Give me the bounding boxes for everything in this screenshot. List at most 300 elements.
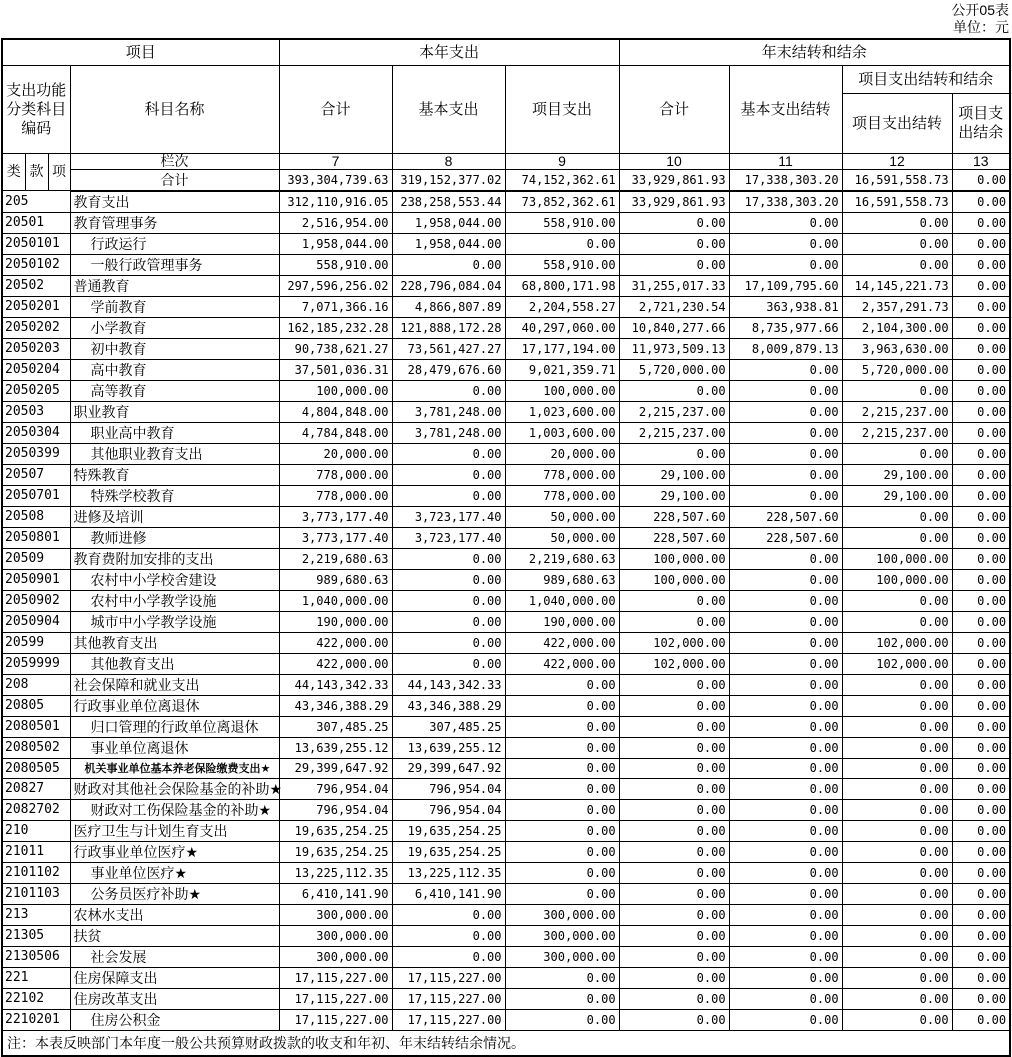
row-subject-name: 高中教育 [70, 359, 279, 380]
table-row [2, 778, 1010, 799]
cell-value-col7: 796,954.04 [279, 778, 392, 799]
cell-value-col10: 100,000.00 [619, 548, 729, 569]
header-code-lei: 类 [2, 153, 25, 191]
row-subject-name: 财政对其他社会保险基金的补助★ [70, 778, 279, 799]
row-code: 208 [2, 674, 70, 695]
row-code: 2210201 [2, 1009, 70, 1030]
cell-value-col9: 0.00 [505, 799, 619, 820]
cell-value-col9: 0.00 [505, 674, 619, 695]
cell-value-col12: 0.00 [842, 611, 952, 632]
cell-value-col10: 31,255,017.33 [619, 275, 729, 296]
cell-value-col8: 3,781,248.00 [392, 422, 505, 443]
table-row [2, 275, 1010, 296]
cell-value-col13: 0.00 [952, 380, 1010, 401]
row-subject-name: 高等教育 [70, 380, 279, 401]
cell-value-col7: 90,738,621.27 [279, 338, 392, 359]
cell-value-col12: 5,720,000.00 [842, 359, 952, 380]
row-code: 20503 [2, 401, 70, 422]
table-row [2, 674, 1010, 695]
row-code: 2050901 [2, 569, 70, 590]
cell-value-col7: 2,516,954.00 [279, 212, 392, 233]
row-subject-name: 一般行政管理事务 [70, 254, 279, 275]
cell-value-col10: 0.00 [619, 443, 729, 464]
row-subject-name: 特殊教育 [70, 464, 279, 485]
grand-total-col12: 16,591,558.73 [842, 169, 952, 191]
cell-value-col10: 0.00 [619, 716, 729, 737]
cell-value-col10: 0.00 [619, 1009, 729, 1030]
cell-value-col13: 0.00 [952, 632, 1010, 653]
cell-value-col10: 102,000.00 [619, 653, 729, 674]
cell-value-col8: 121,888,172.28 [392, 317, 505, 338]
cell-value-col9: 17,177,194.00 [505, 338, 619, 359]
cell-value-col7: 17,115,227.00 [279, 967, 392, 988]
table-row [2, 422, 1010, 443]
row-code: 2050204 [2, 359, 70, 380]
header-total-current: 合计 [279, 65, 392, 153]
row-code: 2130506 [2, 946, 70, 967]
cell-value-col11: 0.00 [729, 611, 842, 632]
row-code: 2080505 [2, 758, 70, 778]
row-subject-name: 职业教育 [70, 401, 279, 422]
col-number-13: 13 [952, 153, 1010, 169]
cell-value-col11: 0.00 [729, 695, 842, 716]
table-row [2, 485, 1010, 506]
cell-value-col7: 7,071,366.16 [279, 296, 392, 317]
grand-total-row [2, 169, 1010, 191]
row-code: 20502 [2, 275, 70, 296]
row-subject-name: 住房保障支出 [70, 967, 279, 988]
cell-value-col7: 796,954.04 [279, 799, 392, 820]
cell-value-col10: 228,507.60 [619, 506, 729, 527]
cell-value-col12: 0.00 [842, 506, 952, 527]
cell-value-col10: 0.00 [619, 904, 729, 925]
cell-value-col11: 0.00 [729, 988, 842, 1009]
cell-value-col13: 0.00 [952, 233, 1010, 254]
cell-value-col11: 0.00 [729, 359, 842, 380]
row-subject-name: 学前教育 [70, 296, 279, 317]
table-row [2, 925, 1010, 946]
cell-value-col13: 0.00 [952, 464, 1010, 485]
table-row [2, 569, 1010, 590]
cell-value-col9: 0.00 [505, 695, 619, 716]
cell-value-col13: 0.00 [952, 422, 1010, 443]
cell-value-col12: 100,000.00 [842, 548, 952, 569]
cell-value-col13: 0.00 [952, 925, 1010, 946]
table-row [2, 967, 1010, 988]
cell-value-col9: 1,023,600.00 [505, 401, 619, 422]
row-code: 2050101 [2, 233, 70, 254]
cell-value-col9: 300,000.00 [505, 946, 619, 967]
col-number-10: 10 [619, 153, 729, 169]
header-code-xiang: 项 [48, 153, 70, 191]
cell-value-col12: 0.00 [842, 1009, 952, 1030]
table-meta [0, 0, 1012, 38]
cell-value-col9: 1,040,000.00 [505, 590, 619, 611]
row-subject-name: 城市中小学教学设施 [70, 611, 279, 632]
cell-value-col10: 0.00 [619, 988, 729, 1009]
table-row [2, 611, 1010, 632]
cell-value-col12: 0.00 [842, 904, 952, 925]
cell-value-col11: 228,507.60 [729, 527, 842, 548]
cell-value-col10: 0.00 [619, 862, 729, 883]
table-row [2, 1009, 1010, 1030]
cell-value-col8: 0.00 [392, 653, 505, 674]
header-code-kuan: 款 [25, 153, 48, 191]
cell-value-col9: 778,000.00 [505, 485, 619, 506]
cell-value-col9: 0.00 [505, 758, 619, 778]
table-row [2, 737, 1010, 758]
cell-value-col8: 17,115,227.00 [392, 967, 505, 988]
cell-value-col11: 0.00 [729, 946, 842, 967]
cell-value-col13: 0.00 [952, 841, 1010, 862]
cell-value-col10: 33,929,861.93 [619, 191, 729, 213]
cell-value-col13: 0.00 [952, 548, 1010, 569]
cell-value-col8: 29,399,647.92 [392, 758, 505, 778]
col-number-12: 12 [842, 153, 952, 169]
cell-value-col8: 0.00 [392, 925, 505, 946]
cell-value-col10: 0.00 [619, 946, 729, 967]
cell-value-col11: 0.00 [729, 380, 842, 401]
cell-value-col13: 0.00 [952, 988, 1010, 1009]
cell-value-col8: 43,346,388.29 [392, 695, 505, 716]
table-row [2, 841, 1010, 862]
cell-value-col11: 0.00 [729, 904, 842, 925]
cell-value-col11: 0.00 [729, 1009, 842, 1030]
cell-value-col13: 0.00 [952, 799, 1010, 820]
cell-value-col7: 19,635,254.25 [279, 841, 392, 862]
cell-value-col12: 0.00 [842, 988, 952, 1009]
table-row [2, 988, 1010, 1009]
cell-value-col8: 19,635,254.25 [392, 820, 505, 841]
cell-value-col13: 0.00 [952, 1009, 1010, 1030]
header-basic-expenditure: 基本支出 [392, 65, 505, 153]
cell-value-col9: 0.00 [505, 883, 619, 904]
cell-value-col8: 0.00 [392, 569, 505, 590]
cell-value-col11: 0.00 [729, 799, 842, 820]
cell-value-col9: 68,800,171.98 [505, 275, 619, 296]
cell-value-col8: 0.00 [392, 611, 505, 632]
row-code: 2050801 [2, 527, 70, 548]
cell-value-col8: 17,115,227.00 [392, 1009, 505, 1030]
cell-value-col9: 778,000.00 [505, 464, 619, 485]
cell-value-col12: 29,100.00 [842, 464, 952, 485]
cell-value-col10: 0.00 [619, 967, 729, 988]
row-code: 2050205 [2, 380, 70, 401]
table-row [2, 233, 1010, 254]
row-code: 2050902 [2, 590, 70, 611]
row-subject-name: 教育管理事务 [70, 212, 279, 233]
header-project-carry-group: 项目支出结转和结余 [842, 65, 1010, 93]
cell-value-col8: 13,225,112.35 [392, 862, 505, 883]
table-row [2, 254, 1010, 275]
cell-value-col9: 0.00 [505, 862, 619, 883]
cell-value-col12: 2,104,300.00 [842, 317, 952, 338]
cell-value-col7: 778,000.00 [279, 485, 392, 506]
table-row [2, 506, 1010, 527]
cell-value-col9: 0.00 [505, 1009, 619, 1030]
row-subject-name: 农村中小学教学设施 [70, 590, 279, 611]
cell-value-col7: 190,000.00 [279, 611, 392, 632]
cell-value-col8: 73,561,427.27 [392, 338, 505, 359]
header-lanci: 栏次 [70, 153, 279, 169]
cell-value-col7: 422,000.00 [279, 632, 392, 653]
cell-value-col11: 0.00 [729, 925, 842, 946]
cell-value-col9: 2,204,558.27 [505, 296, 619, 317]
row-subject-name: 住房公积金 [70, 1009, 279, 1030]
cell-value-col12: 0.00 [842, 799, 952, 820]
row-subject-name: 行政事业单位离退休 [70, 695, 279, 716]
table-row [2, 904, 1010, 925]
cell-value-col9: 989,680.63 [505, 569, 619, 590]
cell-value-col8: 0.00 [392, 464, 505, 485]
cell-value-col11: 0.00 [729, 401, 842, 422]
cell-value-col10: 0.00 [619, 778, 729, 799]
table-row [2, 653, 1010, 674]
cell-value-col7: 4,804,848.00 [279, 401, 392, 422]
cell-value-col10: 0.00 [619, 841, 729, 862]
cell-value-col12: 0.00 [842, 254, 952, 275]
cell-value-col11: 0.00 [729, 233, 842, 254]
cell-value-col11: 17,338,303.20 [729, 191, 842, 213]
cell-value-col13: 0.00 [952, 716, 1010, 737]
row-code: 20507 [2, 464, 70, 485]
cell-value-col10: 0.00 [619, 799, 729, 820]
row-code: 2050102 [2, 254, 70, 275]
cell-value-col9: 0.00 [505, 820, 619, 841]
cell-value-col12: 2,357,291.73 [842, 296, 952, 317]
cell-value-col13: 0.00 [952, 212, 1010, 233]
cell-value-col12: 3,963,630.00 [842, 338, 952, 359]
cell-value-col8: 3,781,248.00 [392, 401, 505, 422]
row-subject-name: 扶贫 [70, 925, 279, 946]
row-subject-name: 公务员医疗补助★ [70, 883, 279, 904]
cell-value-col8: 3,723,177.40 [392, 527, 505, 548]
cell-value-col12: 14,145,221.73 [842, 275, 952, 296]
table-row [2, 380, 1010, 401]
cell-value-col12: 0.00 [842, 380, 952, 401]
cell-value-col12: 0.00 [842, 946, 952, 967]
cell-value-col11: 17,109,795.60 [729, 275, 842, 296]
cell-value-col8: 19,635,254.25 [392, 841, 505, 862]
row-code: 20827 [2, 778, 70, 799]
cell-value-col7: 312,110,916.05 [279, 191, 392, 213]
cell-value-col10: 0.00 [619, 820, 729, 841]
cell-value-col10: 5,720,000.00 [619, 359, 729, 380]
cell-value-col13: 0.00 [952, 506, 1010, 527]
cell-value-col8: 0.00 [392, 904, 505, 925]
cell-value-col9: 40,297,060.00 [505, 317, 619, 338]
header-group-current-year: 本年支出 [279, 39, 619, 65]
cell-value-col8: 0.00 [392, 485, 505, 506]
cell-value-col9: 0.00 [505, 233, 619, 254]
row-code: 2050202 [2, 317, 70, 338]
cell-value-col10: 100,000.00 [619, 569, 729, 590]
table-row [2, 317, 1010, 338]
cell-value-col11: 0.00 [729, 254, 842, 275]
header-column-index-row [2, 153, 1010, 169]
cell-value-col10: 29,100.00 [619, 485, 729, 506]
cell-value-col13: 0.00 [952, 338, 1010, 359]
grand-total-col13: 0.00 [952, 169, 1010, 191]
row-subject-name: 事业单位医疗★ [70, 862, 279, 883]
cell-value-col7: 44,143,342.33 [279, 674, 392, 695]
row-code: 2050399 [2, 443, 70, 464]
cell-value-col7: 20,000.00 [279, 443, 392, 464]
cell-value-col7: 100,000.00 [279, 380, 392, 401]
header-project-carryover: 项目支出结转 [842, 93, 952, 153]
cell-value-col12: 2,215,237.00 [842, 401, 952, 422]
header-basic-carryover: 基本支出结转 [729, 65, 842, 153]
row-code: 2050904 [2, 611, 70, 632]
header-group-year-end: 年末结转和结余 [619, 39, 1010, 65]
row-subject-name: 其他职业教育支出 [70, 443, 279, 464]
row-subject-name: 机关事业单位基本养老保险缴费支出★ [70, 758, 279, 778]
cell-value-col8: 796,954.04 [392, 799, 505, 820]
cell-value-col7: 558,910.00 [279, 254, 392, 275]
row-subject-name: 事业单位离退休 [70, 737, 279, 758]
cell-value-col8: 1,958,044.00 [392, 212, 505, 233]
cell-value-col8: 307,485.25 [392, 716, 505, 737]
cell-value-col9: 0.00 [505, 716, 619, 737]
row-subject-name: 农村中小学校舍建设 [70, 569, 279, 590]
col-number-8: 8 [392, 153, 505, 169]
table-row [2, 758, 1010, 778]
cell-value-col7: 778,000.00 [279, 464, 392, 485]
row-subject-name: 社会保障和就业支出 [70, 674, 279, 695]
cell-value-col13: 0.00 [952, 443, 1010, 464]
row-code: 2050304 [2, 422, 70, 443]
table-row [2, 862, 1010, 883]
cell-value-col10: 0.00 [619, 590, 729, 611]
cell-value-col10: 2,215,237.00 [619, 401, 729, 422]
cell-value-col13: 0.00 [952, 590, 1010, 611]
cell-value-col9: 9,021,359.71 [505, 359, 619, 380]
cell-value-col7: 3,773,177.40 [279, 506, 392, 527]
footnote-text: 注：本表反映部门本年度一般公共预算财政拨款的收支和年初、年末结转结余情况。 [2, 1030, 1010, 1056]
cell-value-col7: 17,115,227.00 [279, 1009, 392, 1030]
cell-value-col13: 0.00 [952, 191, 1010, 213]
cell-value-col13: 0.00 [952, 485, 1010, 506]
table-row [2, 464, 1010, 485]
table-number-label: 公开05表 [951, 2, 1009, 18]
row-subject-name: 教育费附加安排的支出 [70, 548, 279, 569]
cell-value-col7: 307,485.25 [279, 716, 392, 737]
cell-value-col9: 422,000.00 [505, 632, 619, 653]
table-row [2, 883, 1010, 904]
cell-value-col8: 6,410,141.90 [392, 883, 505, 904]
cell-value-col9: 190,000.00 [505, 611, 619, 632]
cell-value-col13: 0.00 [952, 569, 1010, 590]
cell-value-col11: 0.00 [729, 590, 842, 611]
row-subject-name: 财政对工伤保险基金的补助★ [70, 799, 279, 820]
cell-value-col8: 796,954.04 [392, 778, 505, 799]
cell-value-col13: 0.00 [952, 653, 1010, 674]
row-code: 221 [2, 967, 70, 988]
cell-value-col10: 0.00 [619, 611, 729, 632]
cell-value-col13: 0.00 [952, 737, 1010, 758]
table-row [2, 338, 1010, 359]
header-code-label: 支出功能分类科目编码 [2, 65, 70, 153]
cell-value-col7: 162,185,232.28 [279, 317, 392, 338]
table-row [2, 632, 1010, 653]
cell-value-col7: 300,000.00 [279, 925, 392, 946]
cell-value-col12: 102,000.00 [842, 653, 952, 674]
row-code: 20509 [2, 548, 70, 569]
unit-label: 单位：元 [953, 19, 1009, 35]
cell-value-col7: 37,501,036.31 [279, 359, 392, 380]
cell-value-col13: 0.00 [952, 359, 1010, 380]
cell-value-col10: 0.00 [619, 212, 729, 233]
cell-value-col12: 0.00 [842, 443, 952, 464]
cell-value-col8: 44,143,342.33 [392, 674, 505, 695]
cell-value-col12: 0.00 [842, 758, 952, 778]
header-project-expenditure: 项目支出 [505, 65, 619, 153]
cell-value-col10: 0.00 [619, 925, 729, 946]
cell-value-col11: 0.00 [729, 737, 842, 758]
cell-value-col10: 0.00 [619, 758, 729, 778]
cell-value-col13: 0.00 [952, 611, 1010, 632]
cell-value-col9: 0.00 [505, 967, 619, 988]
row-code: 20508 [2, 506, 70, 527]
cell-value-col9: 73,852,362.61 [505, 191, 619, 213]
grand-total-col8: 319,152,377.02 [392, 169, 505, 191]
cell-value-col7: 4,784,848.00 [279, 422, 392, 443]
cell-value-col10: 0.00 [619, 254, 729, 275]
cell-value-col12: 0.00 [842, 841, 952, 862]
cell-value-col11: 0.00 [729, 548, 842, 569]
cell-value-col13: 0.00 [952, 695, 1010, 716]
cell-value-col11: 0.00 [729, 632, 842, 653]
cell-value-col11: 0.00 [729, 569, 842, 590]
cell-value-col11: 0.00 [729, 883, 842, 904]
row-code: 22102 [2, 988, 70, 1009]
row-subject-name: 其他教育支出 [70, 653, 279, 674]
cell-value-col8: 0.00 [392, 632, 505, 653]
row-code: 20599 [2, 632, 70, 653]
table-row [2, 296, 1010, 317]
grand-total-col7: 393,304,739.63 [279, 169, 392, 191]
row-subject-name: 行政运行 [70, 233, 279, 254]
cell-value-col10: 29,100.00 [619, 464, 729, 485]
table-row [2, 212, 1010, 233]
cell-value-col10: 11,973,509.13 [619, 338, 729, 359]
cell-value-col13: 0.00 [952, 527, 1010, 548]
table-row [2, 527, 1010, 548]
row-code: 213 [2, 904, 70, 925]
row-code: 2101103 [2, 883, 70, 904]
row-subject-name: 小学教育 [70, 317, 279, 338]
cell-value-col7: 989,680.63 [279, 569, 392, 590]
row-code: 2082702 [2, 799, 70, 820]
cell-value-col8: 3,723,177.40 [392, 506, 505, 527]
cell-value-col13: 0.00 [952, 317, 1010, 338]
cell-value-col12: 29,100.00 [842, 485, 952, 506]
cell-value-col10: 2,721,230.54 [619, 296, 729, 317]
cell-value-col7: 1,040,000.00 [279, 590, 392, 611]
cell-value-col9: 50,000.00 [505, 506, 619, 527]
cell-value-col12: 0.00 [842, 212, 952, 233]
cell-value-col12: 0.00 [842, 527, 952, 548]
cell-value-col12: 0.00 [842, 967, 952, 988]
table-row [2, 695, 1010, 716]
row-subject-name: 农林水支出 [70, 904, 279, 925]
row-code: 2101102 [2, 862, 70, 883]
table-row [2, 548, 1010, 569]
cell-value-col12: 0.00 [842, 820, 952, 841]
table-row [2, 401, 1010, 422]
cell-value-col9: 0.00 [505, 737, 619, 758]
cell-value-col10: 0.00 [619, 233, 729, 254]
